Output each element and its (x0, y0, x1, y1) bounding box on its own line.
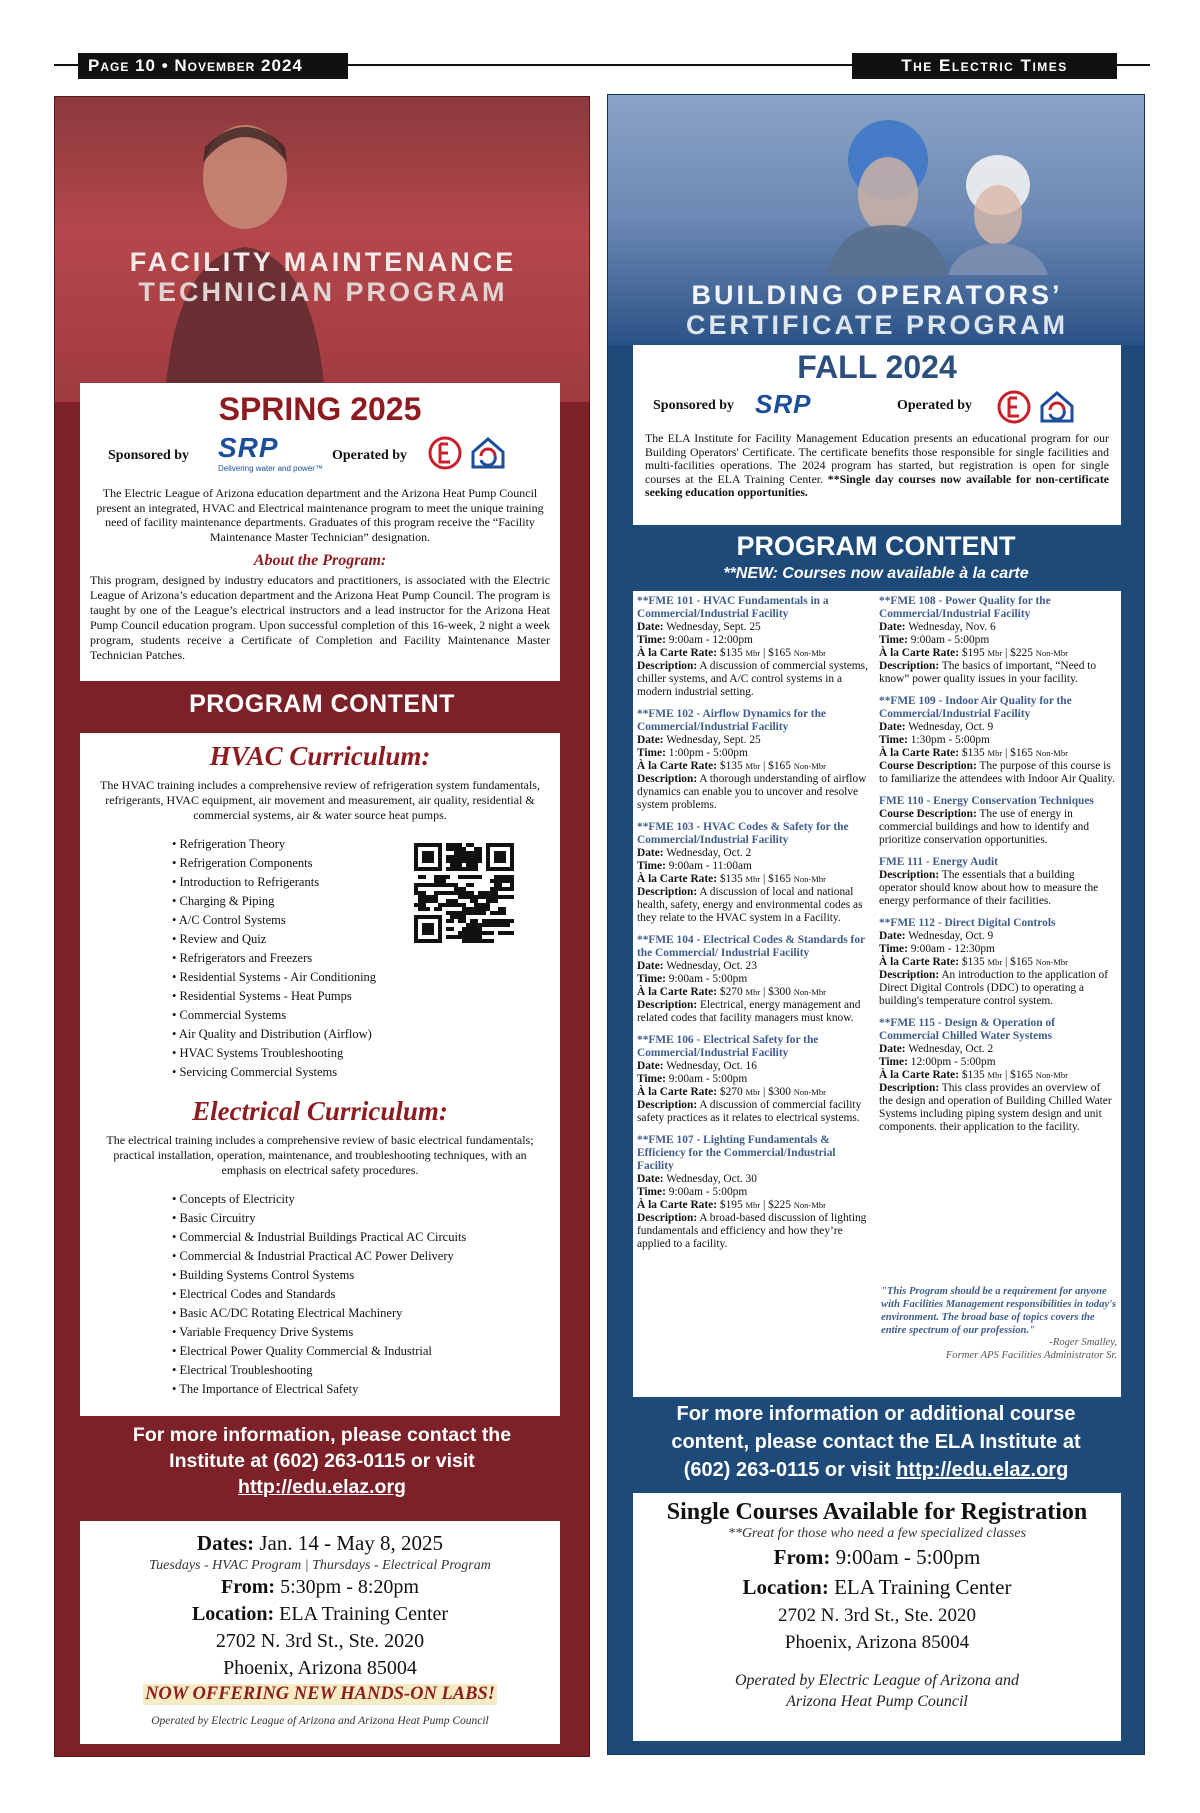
course-time: Time: 9:00am - 5:00pm (637, 973, 748, 985)
testimonial-quote: "This Program should be a requirement for anyone with Facilities Management responsibilities in today's environment. The broad base of topics covers the entire spectrum of our profession." (881, 1286, 1117, 1336)
labs-banner: NOW OFFERING NEW HANDS-ON LABS! (145, 1684, 495, 1704)
ela-logo-icon (997, 390, 1031, 424)
list-item: • Commercial & Industrial Buildings Practical AC Circuits (172, 1228, 548, 1247)
electrical-topic-list (172, 1190, 548, 1399)
program-content-heading: PROGRAM CONTENT (736, 531, 1016, 561)
list-item: • Refrigerators and Freezers (172, 949, 548, 968)
sponsored-by-label: Sponsored by (653, 398, 735, 413)
dates-line: Dates: Jan. 14 - May 8, 2025 (196, 1531, 444, 1555)
about-text: This program, designed by industry educators and practitioners, is associated with the Electric League of Arizona’s education department and the Arizona Heat Pump Council. The program is taught by one of the League’s electrical instructors and a lead instructor for the Arizona Heat Pump Council education program. Upon successful completion of this 16-week, 2 night a week program, students receive a Certificate of Completion and Facility Maintenance Master Technician Patches. (90, 573, 550, 662)
course-time: Time: 1:30pm - 5:00pm (879, 734, 990, 746)
course-time: Time: 12:00pm - 5:00pm (879, 1056, 996, 1068)
registration-title: Single Courses Available for Registration (666, 1499, 1088, 1525)
heat-pump-council-logo-icon (1039, 390, 1075, 424)
srp-logo: SRP (755, 389, 812, 419)
list-item: • Building Systems Control Systems (172, 1266, 548, 1285)
course-time: Time: 9:00am - 5:00pm (637, 1186, 748, 1198)
course-description: Description: A discussion of local and national health, safety, energy and environmental codes as they relate to the HVAC system in a Facility. (637, 886, 863, 924)
list-item: • Basic Circuitry (172, 1209, 548, 1228)
location-line: Location: ELA Training Center (191, 1603, 449, 1625)
publication-name: The Electric Times (852, 53, 1117, 79)
operators-photo-icon (808, 105, 1068, 275)
season-title: FALL 2024 (797, 349, 957, 385)
course-rate: À la Carte Rate: $135 Mbr | $165 Non-Mbr (879, 1069, 1068, 1081)
address-line-1: 2702 N. 3rd St., Ste. 2020 (215, 1630, 425, 1652)
list-item: • Refrigeration Theory (172, 835, 548, 854)
course-date: Date: Wednesday, Nov. 6 (879, 621, 996, 633)
heat-pump-council-logo-icon (470, 436, 506, 470)
course-date: Date: Wednesday, Sept. 25 (637, 734, 761, 746)
course-date: Date: Wednesday, Oct. 2 (879, 1043, 994, 1055)
course-entry (879, 856, 1115, 908)
testimonial-author: -Roger Smalley, (1049, 1337, 1117, 1348)
course-title: **FME 115 - Design & Operation of Commercial Chilled Water Systems (879, 1017, 1055, 1042)
course-rate: À la Carte Rate: $135 Mbr | $165 Non-Mbr (637, 647, 826, 659)
qr-code-icon[interactable] (414, 843, 514, 943)
address-line-1: 2702 N. 3rd St., Ste. 2020 (778, 1605, 976, 1626)
srp-logo: SRP Delivering water and power™ (218, 432, 323, 473)
curriculum-box (80, 733, 560, 1416)
operated-note: Operated by Electric League of Arizona and Arizona Heat Pump Council (734, 1672, 1020, 1710)
course-entry (637, 821, 873, 925)
course-description: Course Description: The purpose of this course is to familiarize the attendees with Indoor Air Quality. (879, 760, 1115, 785)
course-title: **FME 108 - Power Quality for the Commercial/Industrial Facility (879, 595, 1051, 620)
address-line-2: Phoenix, Arizona 85004 (784, 1632, 970, 1653)
course-rate: À la Carte Rate: $270 Mbr | $300 Non-Mbr (637, 1086, 826, 1098)
location-line: Location: ELA Training Center (742, 1575, 1012, 1599)
contact-info: For more information, please contact the Institute at (602) 263-0115 or visit http://edu.elaz.org (132, 1424, 512, 1498)
list-item: • HVAC Systems Troubleshooting (172, 1044, 548, 1063)
course-date: Date: Wednesday, Oct. 2 (637, 847, 752, 859)
course-entry (637, 1134, 873, 1251)
course-time: Time: 9:00am - 5:00pm (879, 634, 990, 646)
list-item: • The Importance of Electrical Safety (172, 1380, 548, 1399)
course-entry (879, 695, 1115, 786)
list-item: • Commercial & Industrial Practical AC Power Delivery (172, 1247, 548, 1266)
course-entry (637, 934, 873, 1025)
list-item: • Air Quality and Distribution (Airflow) (172, 1025, 548, 1044)
course-description: Description: An introduction to the application of Direct Digital Controls (DDC) to operating a building's temperature control system. (879, 969, 1109, 1007)
season-title: SPRING 2025 (218, 391, 422, 427)
course-date: Date: Wednesday, Oct. 16 (637, 1060, 757, 1072)
sponsor-row (90, 434, 550, 486)
ela-logo-icon (428, 436, 462, 470)
registration-box (633, 1493, 1121, 1741)
building-operators-ad (607, 94, 1145, 1755)
list-item: • Commercial Systems (172, 1006, 548, 1025)
course-rate: À la Carte Rate: $135 Mbr | $165 Non-Mbr (637, 760, 826, 772)
time-line: From: 5:30pm - 8:20pm (221, 1576, 419, 1598)
course-description: Description: A broad-based discussion of lighting fundamentals and efficiency and how they’re applied to a facility. (637, 1212, 867, 1250)
course-rate: À la Carte Rate: $135 Mbr | $165 Non-Mbr (879, 747, 1068, 759)
list-item: • Refrigeration Components (172, 854, 548, 873)
course-rate: À la Carte Rate: $270 Mbr | $300 Non-Mbr (637, 986, 826, 998)
list-item: • Review and Quiz (172, 930, 548, 949)
course-entry (637, 595, 873, 699)
contact-info: For more information or additional course content, please contact the ELA Institute at (602) 263-0115 or visit http://edu.elaz.org (671, 1403, 1081, 1481)
electrical-intro: The electrical training includes a comprehensive review of basic electrical fundamentals; practical installation, operation, maintenance, and troubleshooting techniques, with an emphasis on electrical safety procedures. (106, 1133, 534, 1177)
course-title: **FME 104 - Electrical Codes & Standards for the Commercial/ Industrial Facility (637, 934, 865, 959)
course-entry (637, 708, 873, 812)
intro-box (633, 345, 1121, 525)
sponsor-row (645, 388, 1109, 428)
dates-subtitle: Tuesdays - HVAC Program | Thursdays - Electrical Program (149, 1558, 491, 1573)
website-link[interactable]: http://edu.elaz.org (896, 1459, 1069, 1481)
hero-photo (55, 97, 590, 402)
course-description: Description: This class provides an overview of the design and operation of Building Chilled Water Systems including piping system design and unit components. their application to the facility. (879, 1082, 1112, 1133)
course-date: Date: Wednesday, Oct. 9 (879, 721, 994, 733)
program-content-subheading: **NEW: Courses now available à la carte (723, 565, 1029, 582)
course-description: Description: The basics of important, “Need to know” power quality issues in your facility. (879, 660, 1097, 685)
course-description: Description: A discussion of commercial systems, chiller systems, and A/C control systems in a modern industrial setting. (637, 660, 868, 698)
course-title: **FME 101 - HVAC Fundamentals in a Commercial/Industrial Facility (637, 595, 829, 620)
course-entry (637, 1034, 873, 1125)
list-item: • Concepts of Electricity (172, 1190, 548, 1209)
course-column-2 (879, 595, 1115, 1260)
hvac-curriculum-title: HVAC Curriculum: (209, 741, 431, 771)
course-rate: À la Carte Rate: $195 Mbr | $225 Non-Mbr (879, 647, 1068, 659)
course-time: Time: 9:00am - 5:00pm (637, 1073, 748, 1085)
course-title: FME 110 - Energy Conservation Techniques (879, 795, 1094, 807)
list-item: • Introduction to Refrigerants (172, 873, 548, 892)
course-entry (879, 1017, 1115, 1134)
list-item: • Residential Systems - Air Conditioning (172, 968, 548, 987)
hero-title: BUILDING OPERATORS’ CERTIFICATE PROGRAM (686, 280, 1068, 340)
list-item: • Charging & Piping (172, 892, 548, 911)
course-list-box (633, 591, 1121, 1397)
course-time: Time: 9:00am - 12:00pm (637, 634, 753, 646)
course-description: Course Description: The use of energy in commercial buildings and how to identify and prioritize conservation opportunities. (879, 808, 1090, 846)
website-link[interactable]: http://edu.elaz.org (238, 1476, 406, 1498)
course-description: Description: A thorough understanding of airflow dynamics can enable you to uncover and resolve system problems. (637, 773, 867, 811)
list-item: • Servicing Commercial Systems (172, 1063, 548, 1082)
sponsored-by-label: Sponsored by (108, 448, 190, 463)
address-line-2: Phoenix, Arizona 85004 (223, 1657, 417, 1679)
course-title: FME 111 - Energy Audit (879, 856, 998, 868)
list-item: • Variable Frequency Drive Systems (172, 1323, 548, 1342)
course-date: Date: Wednesday, Oct. 30 (637, 1173, 757, 1185)
list-item: • Residential Systems - Heat Pumps (172, 987, 548, 1006)
course-rate: À la Carte Rate: $135 Mbr | $165 Non-Mbr (637, 873, 826, 885)
about-title: About the Program: (253, 552, 387, 569)
intro-box (80, 383, 560, 681)
operated-by-label: Operated by (332, 448, 408, 463)
course-entry (879, 917, 1115, 1008)
facility-maintenance-ad (54, 96, 590, 1757)
course-time: Time: 9:00am - 11:00am (637, 860, 752, 872)
course-time: Time: 9:00am - 12:30pm (879, 943, 995, 955)
intro-text: The ELA Institute for Facility Management Education presents an educational program for our Building Operators' Certificate. The certificate benefits those responsible for single facilities and multi-facilities operations. The 2024 program has started, but registration is open for single courses at the ELA Training Center. **Single day courses now available for non-certificate seeking education opportunities. (645, 431, 1109, 499)
operated-by-label: Operated by (897, 398, 973, 413)
schedule-box (80, 1521, 560, 1744)
hero-title: FACILITY MAINTENANCE TECHNICIAN PROGRAM (129, 247, 517, 307)
operated-note: Operated by Electric League of Arizona and Arizona Heat Pump Council (151, 1715, 489, 1727)
list-item: • Electrical Troubleshooting (172, 1361, 548, 1380)
page-folio: Page 10 • November 2024 (78, 53, 348, 79)
course-description: Description: The essentials that a building operator should know about how to measure the energy performance of their facilities. (879, 869, 1099, 907)
course-column-1 (637, 595, 873, 1260)
course-date: Date: Wednesday, Oct. 23 (637, 960, 757, 972)
list-item: • A/C Control Systems (172, 911, 548, 930)
course-title: **FME 109 - Indoor Air Quality for the Commercial/Industrial Facility (879, 695, 1072, 720)
course-rate: À la Carte Rate: $135 Mbr | $165 Non-Mbr (879, 956, 1068, 968)
hvac-intro: The HVAC training includes a comprehensive review of refrigeration system fundamentals, refrigerants, HVAC equipment, air movement and measurement, air quality, residential & commercial systems, air & water source heat pumps. (100, 778, 540, 822)
intro-text: The Electric League of Arizona education department and the Arizona Heat Pump Council present an integrated, HVAC and Electrical maintenance program to meet the unique training need of facility maintenance departments. Graduates of this program receive the “Facility Maintenance Master Technician” designation. (96, 486, 544, 544)
course-time: Time: 1:00pm - 5:00pm (637, 747, 748, 759)
course-description: Description: Electrical, energy management and related codes that facility managers must know. (637, 999, 861, 1024)
registration-subtitle: **Great for those who need a few specialized classes (727, 1526, 1027, 1541)
course-date: Date: Wednesday, Oct. 9 (879, 930, 994, 942)
course-entry (879, 595, 1115, 686)
hero-photo (608, 95, 1145, 345)
program-content-heading: PROGRAM CONTENT (189, 690, 455, 718)
list-item: • Electrical Codes and Standards (172, 1285, 548, 1304)
testimonial-author-title: Former APS Facilities Administrator Sr. (945, 1349, 1117, 1361)
course-rate: À la Carte Rate: $195 Mbr | $225 Non-Mbr (637, 1199, 826, 1211)
course-entry (879, 795, 1115, 847)
testimonial (881, 1279, 1117, 1362)
course-title: **FME 107 - Lighting Fundamentals & Efficiency for the Commercial/Industrial Facility (637, 1134, 836, 1172)
electrical-curriculum-title: Electrical Curriculum: (192, 1096, 448, 1126)
list-item: • Electrical Power Quality Commercial & Industrial (172, 1342, 548, 1361)
course-title: **FME 103 - HVAC Codes & Safety for the Commercial/Industrial Facility (637, 821, 849, 846)
course-description: Description: A discussion of commercial facility safety practices as it relates to electrical systems. (637, 1099, 862, 1124)
course-title: **FME 106 - Electrical Safety for the Commercial/Industrial Facility (637, 1034, 819, 1059)
course-title: **FME 112 - Direct Digital Controls (879, 917, 1056, 929)
course-date: Date: Wednesday, Sept. 25 (637, 621, 761, 633)
course-title: **FME 102 - Airflow Dynamics for the Commercial/Industrial Facility (637, 708, 826, 733)
list-item: • Basic AC/DC Rotating Electrical Machinery (172, 1304, 548, 1323)
time-line: From: 9:00am - 5:00pm (773, 1545, 981, 1569)
